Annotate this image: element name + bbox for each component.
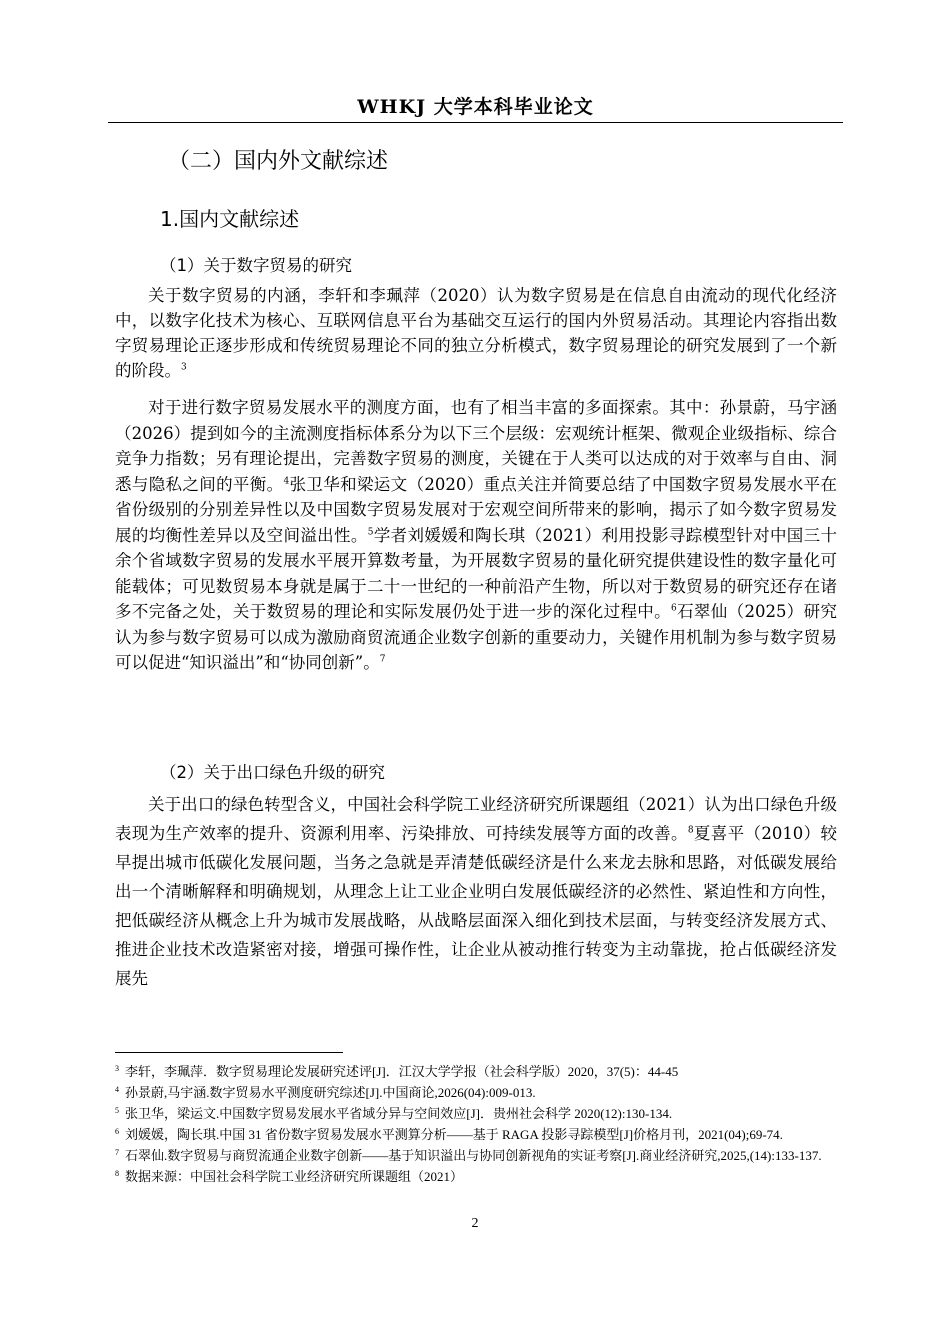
footnote-3 [115,1062,840,1082]
paragraph-text: 对于进行数字贸易发展水平的测度方面，也有了相当丰富的多面探索。其中：孙景蔚，马宇涵（2026）提到如今的主流测度指标体系分为以下三个层级：宏观统计框架、微观企业级指标、综合竞争力指数；另有理论提出，完善数字贸易的测度，关键在于人类可以达成的对于效率与自由、洞悉与隐私之间的平衡。 [115,398,837,494]
paragraph-export-green-upgrade [115,790,837,993]
footnote-text: 数据来源：中国社会科学院工业经济研究所课题组（2021） [125,1169,464,1184]
topic2-heading: （2）关于出口绿色升级的研究 [160,763,385,782]
footnote-4 [115,1083,840,1103]
topic1-heading: （1）关于数字贸易的研究 [160,256,352,275]
footnote-ref[interactable]: 3 [181,362,187,373]
footnote-6 [115,1125,840,1145]
paragraph-digital-trade-measurement [115,395,837,676]
paragraph-text: 张卫华和梁运文（2020）重点关注并简要总结了中国数字贸易发展水平在省份级别的分别差异性以及中国数字贸易发展对于宏观空间所带来的影响，揭示了如今数字贸易发展的均衡性差异以及空间溢出性。 [115,474,837,545]
footnote-text: 刘媛媛，陶长琪.中国 31 省份数字贸易发展水平测算分析——基于 RAGA 投影寻踪模型[J]价格月刊，2021(04);69-74. [125,1127,783,1142]
footnote-text: 张卫华，梁运文.中国数字贸易发展水平省域分异与空间效应[J]．贵州社会科学 2020(12):130-134. [125,1106,673,1121]
footnote-8 [115,1167,840,1187]
footnote-ref[interactable]: 6 [670,603,677,614]
header-rule [108,122,843,123]
footnote-text: 石翠仙.数字贸易与商贸流通企业数字创新——基于知识溢出与协同创新视角的实证考察[J].商业经济研究,2025,(14):133-137. [125,1148,822,1163]
footnote-ref[interactable]: 8 [687,825,694,836]
paragraph-digital-trade-definition [115,283,837,383]
footnote-number: 3 [115,1063,119,1073]
footnote-ref[interactable]: 7 [379,654,386,665]
paragraph-text: 石翠仙（2025）研究认为参与数字贸易可以成为激励商贸流通企业数字创新的重要动力，关键作用机制为参与数字贸易可以促进“知识溢出”和“协同创新”。 [115,602,837,672]
footnote-number: 4 [115,1084,119,1094]
footnote-number: 5 [115,1105,119,1115]
page-number: 2 [471,1216,479,1231]
footnote-number: 6 [115,1126,119,1136]
footnotes [115,1062,840,1188]
paragraph-text: 学者刘媛媛和陶长琪（2021）利用投影寻踪模型针对中国三十余个省域数字贸易的发展水平展开算数考量，为开展数字贸易的量化研究提供建设性的数字量化可能载体；可见数贸易本身就是属于二十一世纪的一种前沿产生物，所以对于数贸易的研究还存在诸多不完备之处，关于数贸易的理论和实际发展仍处于进一步的深化过程中。 [115,525,838,621]
running-header: WHKJ 大学本科毕业论文 [357,96,594,118]
subsection-heading: 1.国内文献综述 [160,207,300,231]
footnote-text: 孙景蔚,马宇涵.数字贸易水平测度研究综述[J].中国商论,2026(04):009-013. [125,1085,536,1100]
paragraph-text: 夏喜平（2010）较早提出城市低碳化发展问题，当务之急就是弄清楚低碳经济是什么来龙去脉和思路，对低碳发展给出一个清晰解释和明确规划，从理念上让工业企业明白发展低碳经济的必然性、紧迫性和方向性，把低碳经济从概念上升为城市发展战略，从战略层面深入细化到技术层面，与转变经济发展方式、推进企业技术改造紧密对接，增强可操作性，让企业从被动推行转变为主动靠拢，抢占低碳经济发展先 [115,824,838,988]
paragraph-text: 关于数字贸易的内涵，李轩和李珮萍（2020）认为数字贸易是在信息自由流动的现代化经济中，以数字化技术为核心、互联网信息平台为基础交互运行的国内外贸易活动。其理论内容指出数字贸易理论正逐步形成和传统贸易理论不同的独立分析模式，数字贸易理论的研究发展到了一个新的阶段。 [115,286,837,380]
paragraph-text: 关于出口的绿色转型含义，中国社会科学院工业经济研究所课题组（2021）认为出口绿色升级表现为生产效率的提升、资源利用率、污染排放、可持续发展等方面的改善。 [115,795,837,843]
footnote-ref[interactable]: 5 [367,527,374,537]
footnote-5 [115,1104,840,1124]
footnote-7 [115,1146,840,1166]
footnote-number: 8 [115,1168,119,1178]
footnote-ref[interactable]: 4 [283,476,290,486]
footnote-number: 7 [115,1147,119,1157]
section-heading: （二）国内外文献综述 [168,149,389,174]
footnote-separator [115,1052,343,1053]
footnote-text: 李轩，李珮萍．数字贸易理论发展研究述评[J]．江汉大学学报（社会科学版）2020，37(5)：44-45 [125,1064,679,1079]
